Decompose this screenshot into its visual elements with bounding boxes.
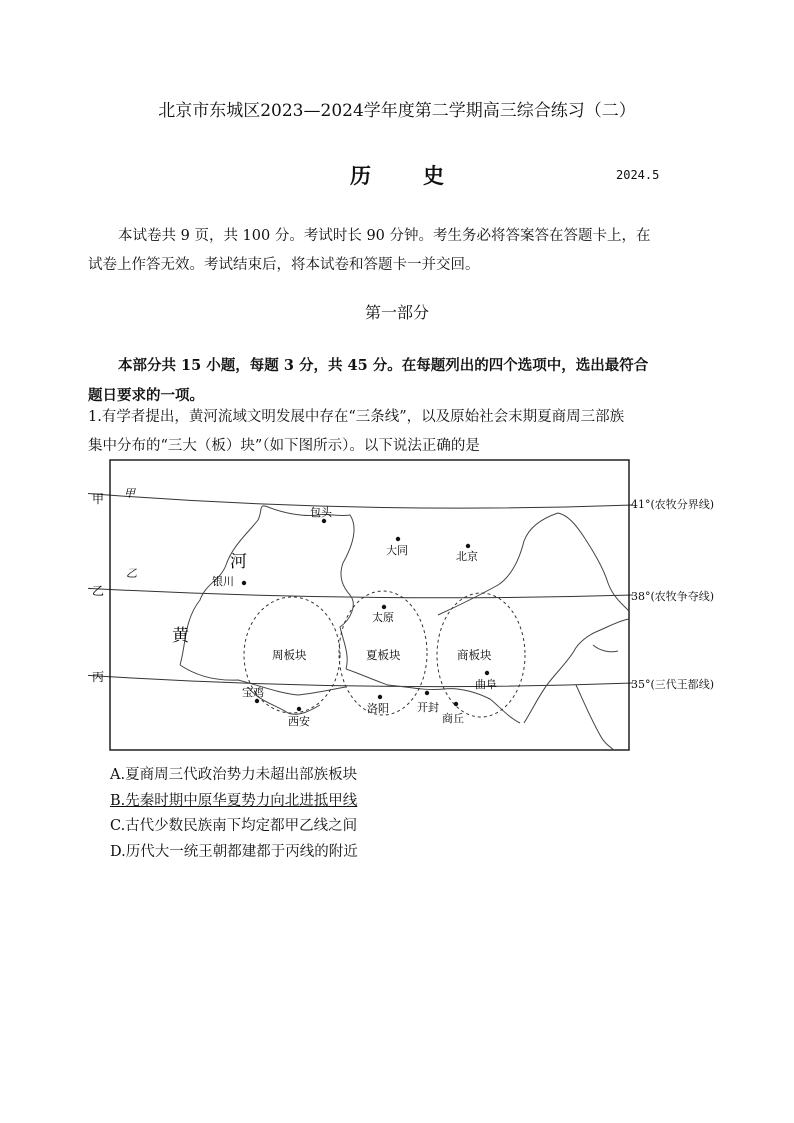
option-c: C.古代少数民族南下均定都甲乙线之间	[110, 818, 358, 834]
river-char-he: 河	[230, 552, 247, 572]
city-shangqiu: 商丘	[442, 712, 464, 725]
line-label-jia: 甲	[92, 492, 105, 506]
question-stem	[88, 403, 708, 461]
question-stem-line-2: 集中分布的“三大（板）块”（如下图所示）。以下说法正确的是	[88, 438, 480, 454]
city-qufu: 曲阜	[475, 678, 497, 691]
option-b: B.先秦时期中原华夏势力向北进抵甲线	[110, 793, 358, 809]
line-label-yi: 乙	[92, 584, 105, 598]
note-line-41: 41°(农牧分界线)	[631, 498, 715, 511]
subject-title	[0, 160, 794, 190]
block-labels	[272, 648, 492, 662]
city-beijing: 北京	[456, 550, 478, 563]
part-intro-line-2: 题日要求的一项。	[88, 387, 204, 404]
part-intro	[88, 351, 708, 411]
handwritten-yi: 乙	[126, 567, 137, 580]
block-zhou: 周板块	[272, 648, 307, 662]
city-xian: 西安	[288, 715, 310, 728]
city-taiyuan: 太原	[372, 611, 394, 624]
city-yinchuan: 银川	[212, 575, 234, 588]
yellow-river-map	[88, 455, 633, 753]
city-baoji: 宝鸡	[242, 686, 264, 699]
exam-title: 北京市东城区2023—2024学年度第二学期高三综合练习（二）	[158, 101, 636, 121]
city-dots	[242, 519, 489, 711]
part-title: 第一部分	[364, 303, 429, 322]
handwritten-jia: 甲	[124, 487, 135, 500]
notice-line-2: 试卷上作答无效。考试结束后，将本试卷和答题卡一并交回。	[88, 257, 480, 273]
block-xia: 夏板块	[366, 648, 401, 662]
note-line-38: 38°(农牧争夺线)	[631, 590, 715, 603]
subject-char-2: 史	[423, 163, 444, 188]
option-d: D.历代大一统王朝都建都于丙线的附近	[110, 844, 358, 860]
line-jia	[88, 493, 633, 508]
city-labels	[212, 505, 497, 728]
city-kaifeng: 开封	[417, 701, 439, 714]
note-line-35: 35°(三代王都线)	[631, 678, 715, 691]
notice-paragraph	[88, 222, 708, 280]
subject-char-1: 历	[350, 163, 371, 188]
city-baotou: 包头	[310, 506, 332, 519]
block-shang: 商板块	[457, 648, 492, 662]
line-bing	[88, 675, 633, 687]
notice-line-1: 本试卷共 9 页，共 100 分。考试时长 90 分钟。考生务必将答案答在答题卡上，在	[118, 228, 651, 244]
part-intro-line-1: 本部分共 15 小题，每题 3 分，共 45 分。在每题列出的四个选项中，选出最符合	[118, 357, 649, 374]
city-datong: 大同	[386, 544, 408, 557]
river-char-huang: 黄	[172, 626, 189, 646]
city-luoyang: 洛阳	[367, 702, 389, 715]
line-label-bing: 丙	[92, 670, 105, 684]
exam-date: 2024.5	[616, 168, 660, 182]
option-a: A.夏商周三代政治势力未超出部族板块	[110, 767, 358, 783]
line-yi	[88, 588, 633, 598]
question-stem-line-1: 1.有学者提出，黄河流域文明发展中存在“三条线”，以及原始社会末期夏商周三部族	[88, 409, 625, 425]
coastline	[180, 506, 629, 750]
